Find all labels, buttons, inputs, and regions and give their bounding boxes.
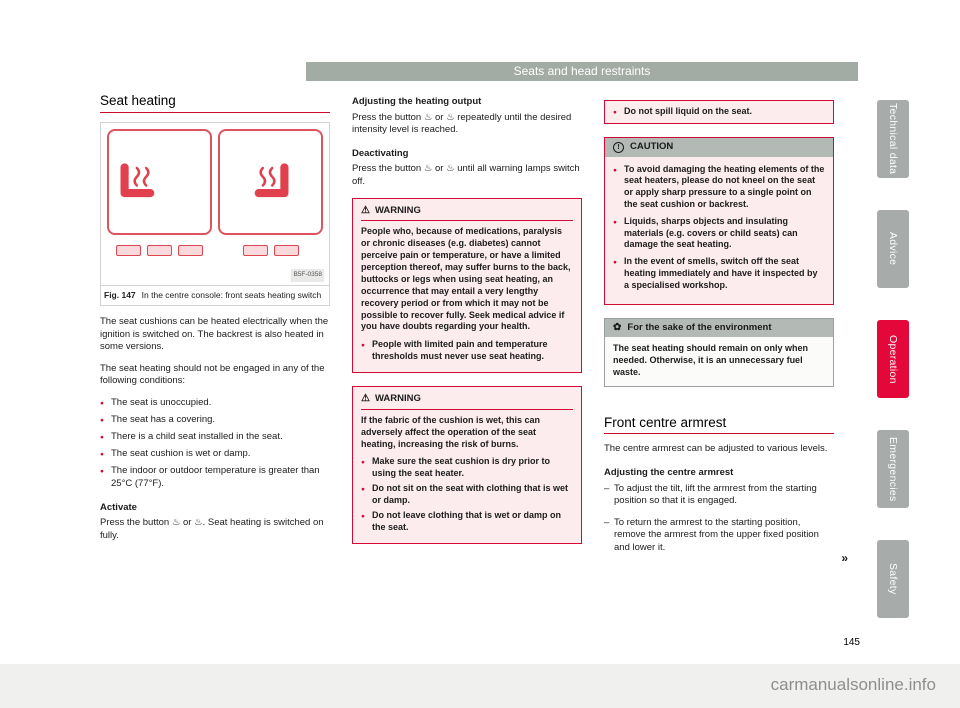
console-screen-left [107,129,212,235]
list-item: ● The seat is unoccupied. [100,397,330,410]
list-item: – To adjust the tilt, lift the armrest from the starting position so that it is engaged. [604,483,834,508]
bottom-strip [0,664,960,708]
environment-title: For the sake of the environment [627,321,772,333]
switch-button-row [218,245,323,256]
environment-icon: ✿ [613,321,622,333]
figure-panel-right [218,129,323,279]
figure-147 [100,122,330,307]
figure-caption-text: In the centre console: front seats heating switch [141,289,322,300]
list-item: ● To avoid damaging the heating elements of the seat heaters, please do not kneel on the seat or apply sharp pressure to a single point on the seat cushion or backrest. [613,164,825,212]
list-item: ● People with limited pain and temperature thresholds must never use seat heating. [361,339,573,363]
console-screen-right [218,129,323,235]
environment-box [604,318,834,387]
steps-list [604,483,834,555]
figure-caption [101,285,329,306]
environment-text: The seat heating should remain on only when needed. Otherwise, it is an unnecessary fuel waste. [613,343,809,377]
warning-title: WARNING [374,393,421,405]
warning-header [361,205,573,222]
list-item: ● The seat cushion is wet or damp. [100,448,330,461]
seat-heating-icon [250,162,292,202]
column-3 [604,95,848,565]
column-1 [100,95,330,551]
body-paragraph: The centre armrest can be adjusted to various levels. [604,443,828,455]
list-item: ● The seat has a covering. [100,414,330,427]
caution-title: CAUTION [630,140,674,152]
subheading-adjusting-armrest: Adjusting the centre armrest [604,467,734,479]
list-item: – To return the armrest to the starting position, remove the armrest from the upper fixed position and lower it. [604,517,834,555]
heating-switch-button [147,245,172,256]
warning-icon: ⚠ [361,393,370,405]
warning-text: If the fabric of the cushion is wet, this can adversely affect the operation of the seat heating, increasing the risk of burns. [361,414,541,449]
warning-bullet-list [613,106,825,118]
list-item: ● There is a child seat installed in the seat. [100,431,330,444]
caution-header [605,138,833,157]
page-title: Seats and head restraints [306,62,858,81]
list-item: ● Do not sit on the seat with clothing that is wet or damp. [361,483,573,507]
warning-title: WARNING [374,204,421,216]
warning-continuation-box [604,100,834,124]
body-paragraph: The seat cushions can be heated electrically when the ignition is switched on. The backrest is also heated in some versions. [100,316,329,353]
warning-bullet-list [361,456,573,533]
heating-switch-button [243,245,268,256]
switch-button-row [107,245,212,256]
warning-box-1 [352,198,582,374]
warning-header [361,393,573,410]
warning-icon: ⚠ [361,204,370,216]
page-number: 145 [843,637,860,648]
sidebar-tab-operation: Operation [877,320,909,398]
continuation-marker: » [841,550,848,565]
subheading-activate: Activate [100,501,137,513]
figure-image [101,123,329,285]
warning-box-2 [352,386,582,544]
list-item: ● Make sure the seat cushion is dry prior to using the seat heater. [361,456,573,480]
body-paragraph: Press the button ♨ or ♨ until all warning lamps switch off. [352,163,580,187]
caution-bullet-list [613,164,825,292]
figure-code: B5F-0358 [291,269,324,282]
subheading-deactivating: Deactivating [352,147,409,159]
seat-heating-icon [117,162,159,202]
column-2 [352,95,582,557]
section-heading-seat-heating: Seat heating [100,95,330,113]
body-paragraph: The seat heating should not be engaged in any of the following conditions: [100,362,325,387]
list-item: ● The indoor or outdoor temperature is greater than 25°C (77°F). [100,465,330,490]
body-paragraph: Press the button ♨ or ♨. Seat heating is switched on fully. [100,517,324,541]
caution-icon: ! [613,142,624,153]
heating-switch-button [116,245,141,256]
warning-text: People who, because of medications, paralysis or chronic diseases (e.g. diabetes) cannot perceive pain or temperature, or have a limited perception thereof, may suffer burns to the back, buttocks or legs when using seat heating, an occurrence that may entail a very lengthy recovery period or from which it may not be possible to recover fully. Seek medical advice if you have doubts regarding your health. [361,226,571,332]
caution-box [604,137,834,305]
sidebar-tab-emergencies: Emergencies [877,430,909,508]
list-item: ● In the event of smells, switch off the seat heating immediately and have it inspected by a specialised workshop. [613,256,825,292]
list-item: ● Do not spill liquid on the seat. [613,106,825,118]
heating-switch-button [178,245,203,256]
section-heading-front-centre-armrest: Front centre armrest [604,417,834,435]
body-paragraph: Press the button ♨ or ♨ repeatedly until the desired intensity level is reached. [352,111,572,136]
heating-switch-button [274,245,299,256]
list-item: ● Liquids, sharps objects and insulating materials (e.g. covers or child seats) can damage the seat heating. [613,216,825,252]
sidebar-tab-safety: Safety [877,540,909,618]
sidebar-tab-advice: Advice [877,210,909,288]
caution-body [605,157,833,304]
figure-panel-left [107,129,212,279]
watermark: carmanualsonline.info [770,675,936,694]
environment-header [605,319,833,338]
list-item: ● Do not leave clothing that is wet or damp on the seat. [361,510,573,534]
warning-bullet-list [361,339,573,363]
figure-caption-label: Fig. 147 [104,289,136,300]
conditions-list [100,397,330,491]
subheading-adjusting-output: Adjusting the heating output [352,96,482,107]
sidebar-tab-technical-data: Technical data [877,100,909,178]
